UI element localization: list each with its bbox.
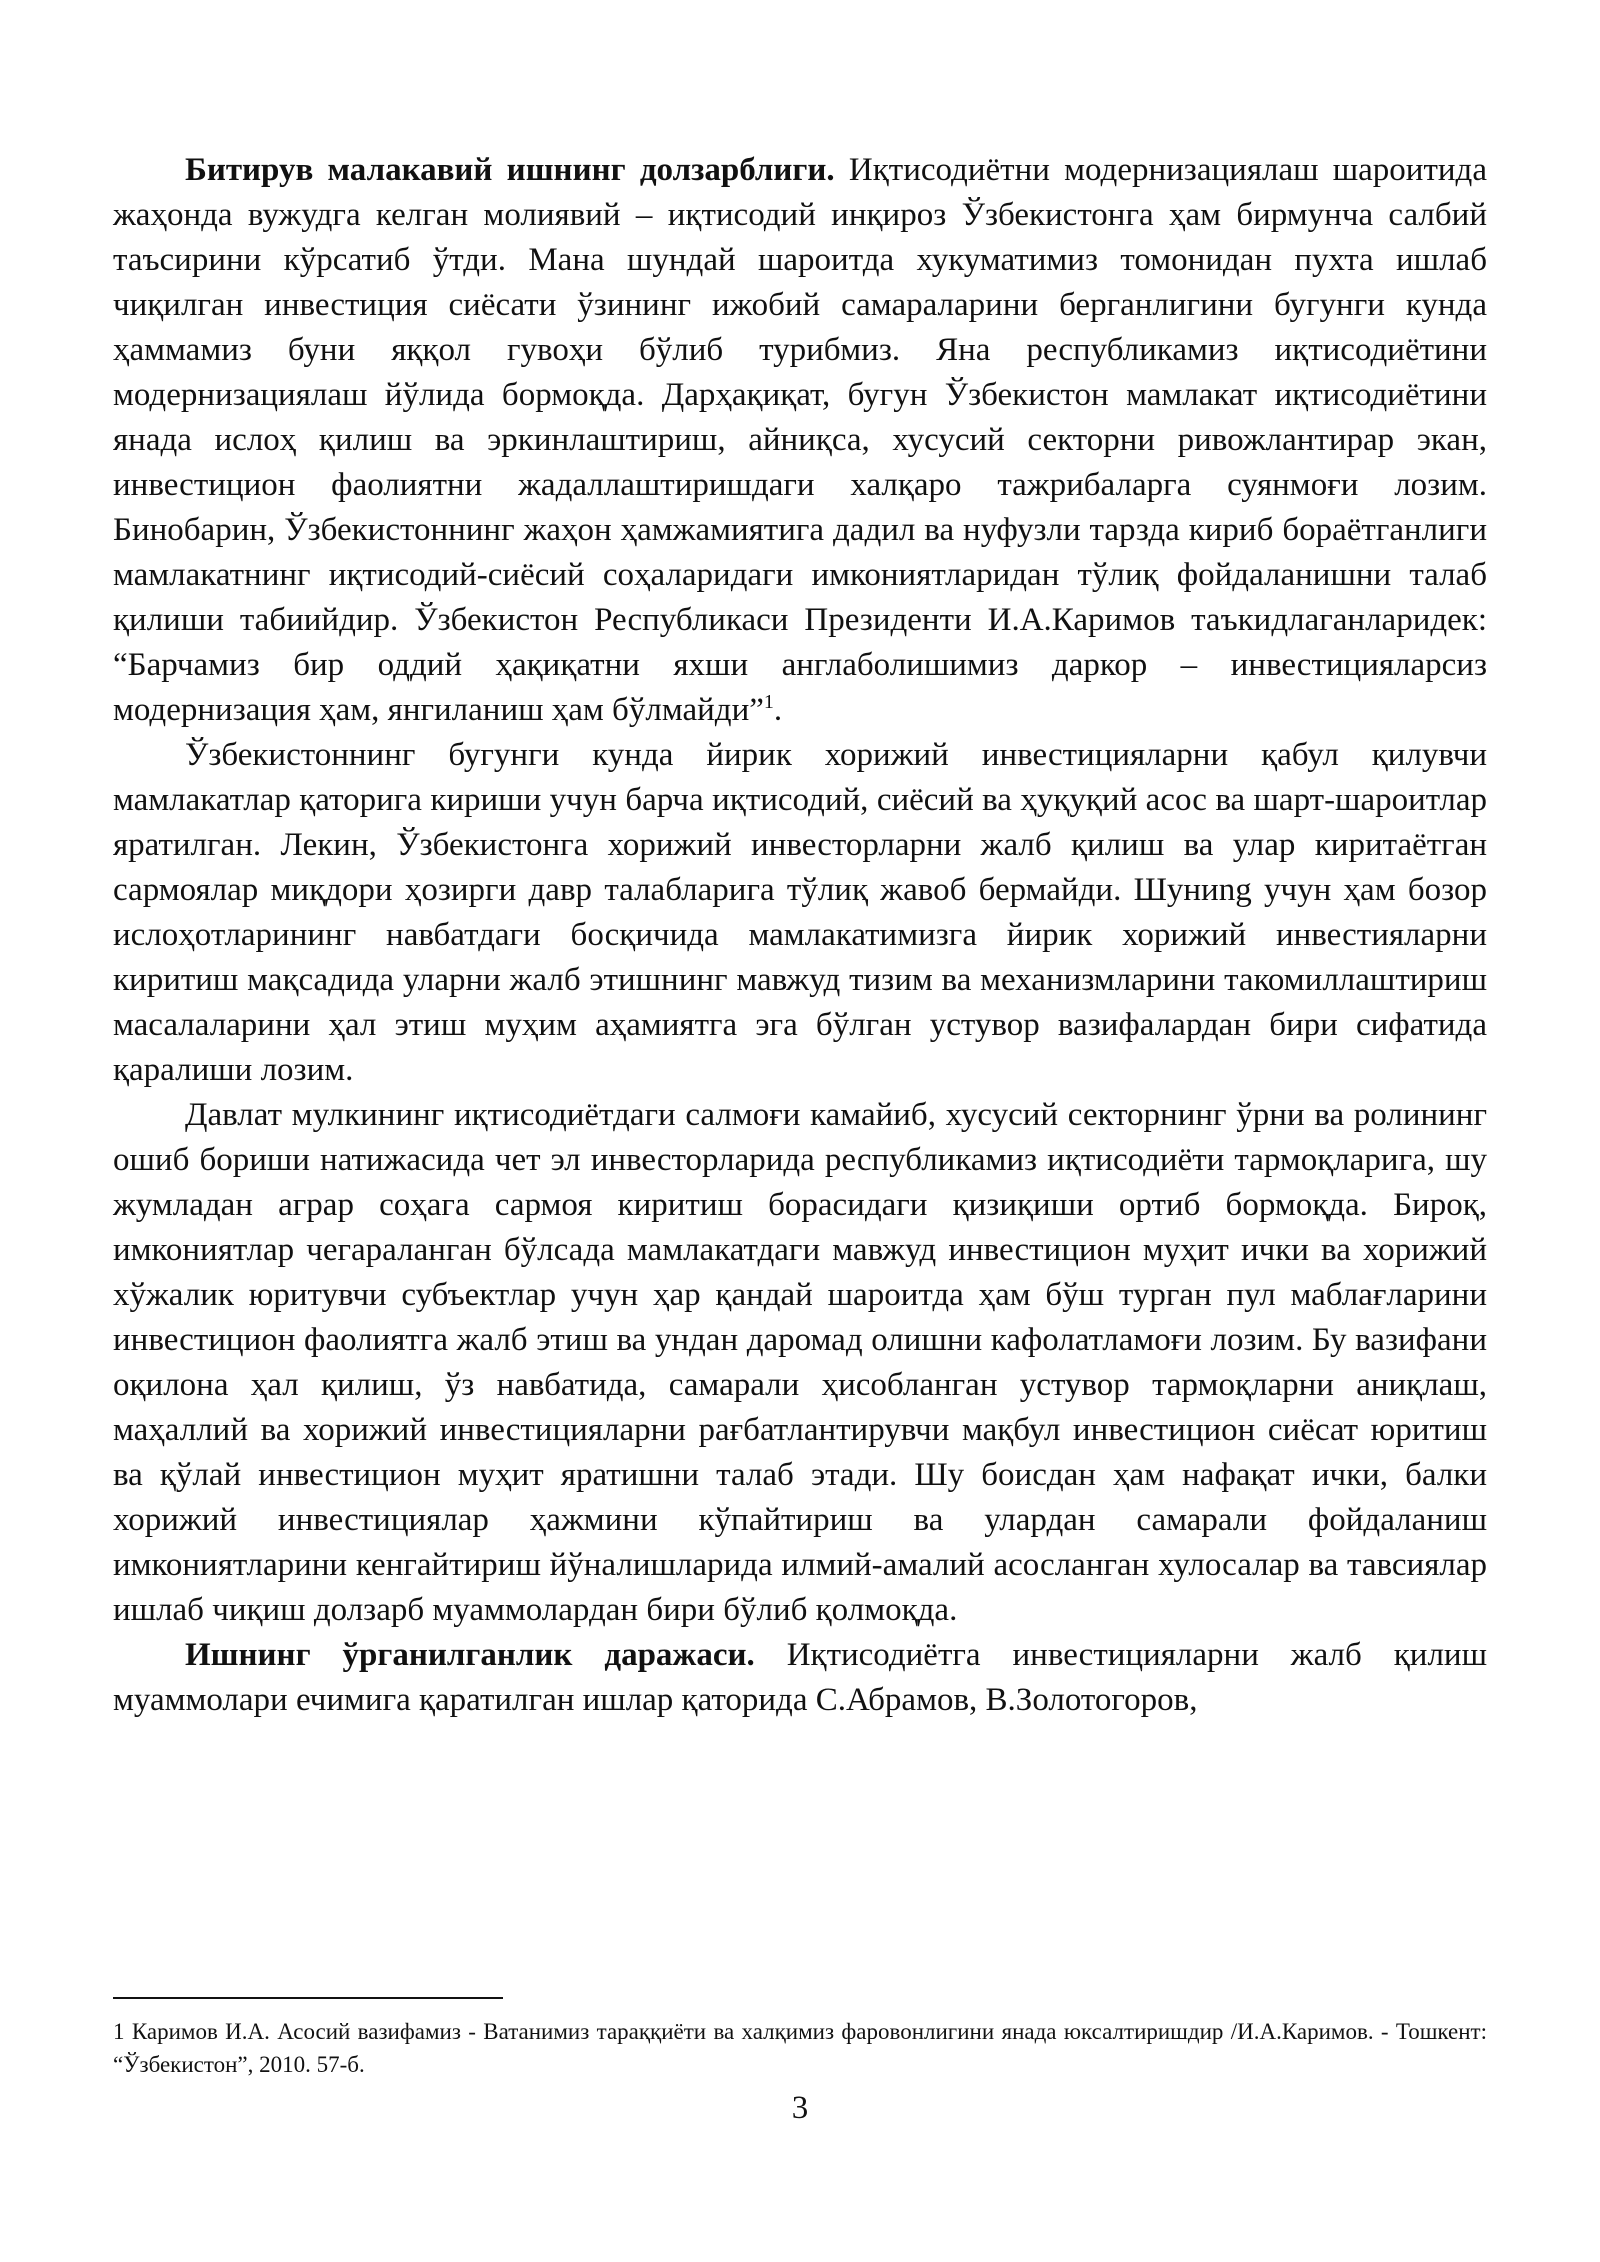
paragraph-state-property — [113, 1093, 1487, 1633]
paragraph-text: Иқтисодиётни модернизациялаш шароитида жаҳонда вужудга келган молиявий – иқтисодий инқироз Ўзбекистонга ҳам бирмунча салбий таъсирини кўрсатиб ўтди. Мана шундай шароитда хукуматимиз томонидан пухта ишлаб чиқилган инвестиция сиёсати ўзининг ижобий самараларини берганлигини бугунги кунда ҳаммамиз буни яққол гувоҳи бўлиб турибмиз. Яна республикамиз иқтисодиётини модернизациялаш йўлида бормоқда. Дарҳақиқат, бугун Ўзбекистон мамлакат иқтисодиётини янада ислоҳ қилиш ва эркинлаштириш, айниқса, хусусий секторни ривожлантирар экан, инвестицион фаолиятни жадаллаштиришдаги халқаро тажрибаларга суянмоғи лозим. Бинобарин, Ўзбекистоннинг жаҳон ҳамжамиятига дадил ва нуфузли тарзда кириб бораётганлиги мамлакатнинг иқтисодий-сиёсий соҳаларидаги имкониятларидан тўлиқ фойдаланишни талаб қилиши табиийдир. Ўзбекистон Республикаси Президенти И.А.Каримов таъкидлаганларидек: “Барчамиз бир оддий ҳақиқатни яхши англаболишимиз даркор – инвестицияларсиз модернизация ҳам, янгиланиш ҳам бўлмайди” — [113, 152, 1487, 728]
footnote: 1 Каримов И.А. Асосий вазифамиз - Ватанимиз тараққиёти ва халқимиз фаровонлигини янада юксалтиришдир /И.А.Каримов. - Тошкент: “Ўзбекистон”, 2010. 57-б. — [113, 2019, 1487, 2077]
heading-degree-of-study: Ишнинг ўрганилганлик даражаси. — [185, 1637, 755, 1673]
footnote-reference[interactable]: 1 — [763, 691, 774, 713]
paragraph-tail: . — [773, 692, 783, 728]
paragraph-degree-of-study — [113, 1633, 1487, 1723]
paragraph-text: Ўзбекистоннинг бугунги кунда йирик хорижий инвестицияларни қабул қилувчи мамлакатлар қаторига кириши учун барча иқтисодий, сиёсий ва ҳуқуқий асос ва шарт-шароитлар яратилган. Лекин, Ўзбекистонга хорижий инвесторларни жалб қилиш ва улар киритаётган сармоялар миқдори ҳозирги давр талабларига тўлиқ жавоб бермайди. Шуниng учун ҳам бозор ислоҳотларининг навбатдаги босқичида мамлакатимизга йирик хорижий инвестияларни киритиш мақсадида уларни жалб этишнинг мавжуд тизим ва механизмларини такомиллаштириш масалаларини ҳал этиш муҳим аҳамиятга эга бўлган устувор вазифалардан бири сифатида қаралиши лозим. — [113, 737, 1487, 1088]
heading-relevance: Битирув малакавий ишнинг долзарблиги. — [185, 152, 835, 188]
paragraph-text: Иқтисодиётга инвестицияларни жалб қилиш муаммолари ечимига қаратилган ишлар қаторида С.Абрамов, В.Золотогоров, — [113, 1637, 1487, 1718]
body-text — [113, 148, 1487, 1723]
footnote-separator — [113, 1997, 503, 1999]
paragraph-relevance — [113, 148, 1487, 733]
paragraph-investment-conditions — [113, 733, 1487, 1093]
paragraph-text: Давлат мулкининг иқтисодиётдаги салмоғи камайиб, хусусий секторнинг ўрни ва ролининг ошиб бориши натижасида чет эл инвесторларида республикамиз иқтисодиёти тармоқларига, шу жумладан аграр соҳага сармоя киритиш борасидаги қизиқиши ортиб бормоқда. Бироқ, имкониятлар чегараланган бўлсада мамлакатдаги мавжуд инвестицион муҳит ички ва хорижий хўжалик юритувчи субъектлар учун ҳар қандай шароитда ҳам бўш турган пул маблағларини инвестицион фаолиятга жалб этиш ва ундан даромад олишни кафолатламоғи лозим. Бу вазифани оқилона ҳал қилиш, ўз навбатида, самарали ҳисобланган устувор тармоқларни аниқлаш, маҳаллий ва хорижий инвестицияларни рағбатлантирувчи мақбул инвестицион сиёсат юритиш ва қўлай инвестицион муҳит яратишни талаб этади. Шу боисдан ҳам нафақат ички, балки хорижий инвестициялар ҳажмини кўпайтириш ва улардан самарали фойдаланиш имкониятларини кенгайтириш йўналишларида илмий-амалий асосланган хулосалар ва тавсиялар ишлаб чиқиш долзарб муаммолардан бири бўлиб қолмоқда. — [113, 1097, 1487, 1628]
page-number: 3 — [791, 2090, 809, 2126]
